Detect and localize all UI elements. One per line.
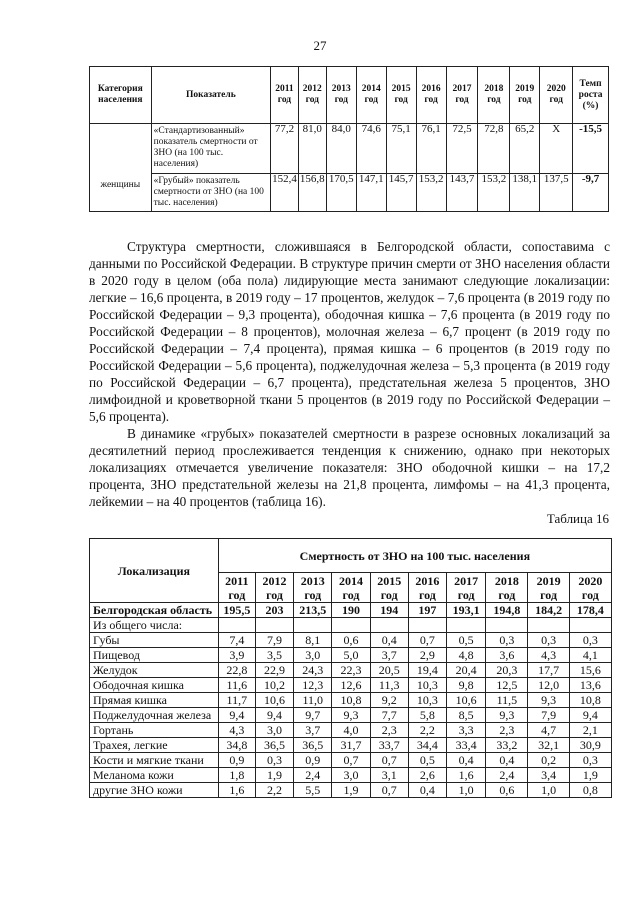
value-cell: 33,4 — [447, 738, 486, 753]
value-cell: 81,0 — [298, 124, 326, 174]
value-cell: 9,4 — [569, 708, 611, 723]
category-cell: женщины — [90, 124, 152, 212]
value-cell: 1,6 — [447, 768, 486, 783]
value-cell: 0,7 — [408, 633, 446, 648]
table-row — [90, 678, 612, 693]
header-category: Категория населения — [90, 67, 152, 124]
value-cell: 2,6 — [408, 768, 446, 783]
value-cell: 20,5 — [370, 663, 408, 678]
value-cell: 193,1 — [447, 603, 486, 618]
localization-cell: другие ЗНО кожи — [90, 783, 219, 798]
value-cell: 0,3 — [569, 633, 611, 648]
value-cell: 138,1 — [510, 174, 540, 212]
value-cell: 5,0 — [332, 648, 370, 663]
value-cell: 10,3 — [408, 678, 446, 693]
value-cell: 2,2 — [408, 723, 446, 738]
value-cell: 72,8 — [478, 124, 510, 174]
header-year: 2018 год — [486, 573, 528, 603]
table-row — [90, 663, 612, 678]
indicator-cell: «Грубый» показатель смертности от ЗНО (на 100 тыс. населения) — [151, 174, 270, 212]
value-cell: 9,8 — [447, 678, 486, 693]
localization-cell: Ободочная кишка — [90, 678, 219, 693]
value-cell: 8,1 — [294, 633, 332, 648]
value-cell: 156,8 — [298, 174, 326, 212]
value-cell: 4,7 — [528, 723, 569, 738]
value-cell: 7,7 — [370, 708, 408, 723]
value-cell: 0,3 — [486, 633, 528, 648]
value-cell: 4,3 — [528, 648, 569, 663]
value-cell: 34,4 — [408, 738, 446, 753]
header-year: 2014 год — [332, 573, 370, 603]
table-row — [90, 738, 612, 753]
value-cell: Х — [540, 124, 573, 174]
value-cell: 7,9 — [528, 708, 569, 723]
value-cell: 1,8 — [218, 768, 255, 783]
table-row — [90, 124, 609, 174]
value-cell: 0,6 — [486, 783, 528, 798]
header-year: 2019 год — [510, 67, 540, 124]
value-cell: 4,8 — [447, 648, 486, 663]
value-cell — [255, 618, 293, 633]
value-cell: 1,0 — [447, 783, 486, 798]
growth-cell: -9,7 — [573, 174, 609, 212]
mortality-localization-table — [89, 538, 612, 798]
localization-cell: Из общего числа: — [90, 618, 219, 633]
header-year: 2012 год — [298, 67, 326, 124]
value-cell — [370, 618, 408, 633]
value-cell: 20,3 — [486, 663, 528, 678]
value-cell: 1,9 — [332, 783, 370, 798]
value-cell: 190 — [332, 603, 370, 618]
value-cell: 7,4 — [218, 633, 255, 648]
value-cell: 4,0 — [332, 723, 370, 738]
value-cell: 3,7 — [294, 723, 332, 738]
value-cell: 17,7 — [528, 663, 569, 678]
value-cell: 0,9 — [218, 753, 255, 768]
value-cell: 1,0 — [528, 783, 569, 798]
value-cell: 10,6 — [447, 693, 486, 708]
header-year: 2011 год — [218, 573, 255, 603]
localization-cell: Желудок — [90, 663, 219, 678]
value-cell: 0,4 — [370, 633, 408, 648]
value-cell: 4,1 — [569, 648, 611, 663]
value-cell: 12,0 — [528, 678, 569, 693]
value-cell: 12,3 — [294, 678, 332, 693]
value-cell: 0,3 — [255, 753, 293, 768]
value-cell: 147,1 — [356, 174, 386, 212]
value-cell: 137,5 — [540, 174, 573, 212]
header-year: 2020 год — [540, 67, 573, 124]
value-cell: 5,5 — [294, 783, 332, 798]
value-cell: 4,3 — [218, 723, 255, 738]
value-cell: 3,6 — [486, 648, 528, 663]
value-cell: 0,4 — [408, 783, 446, 798]
value-cell — [486, 618, 528, 633]
value-cell: 7,9 — [255, 633, 293, 648]
header-year: 2012 год — [255, 573, 293, 603]
value-cell: 0,9 — [294, 753, 332, 768]
value-cell: 152,4 — [271, 174, 299, 212]
value-cell: 24,3 — [294, 663, 332, 678]
table-row — [90, 708, 612, 723]
value-cell: 2,9 — [408, 648, 446, 663]
value-cell: 3,1 — [370, 768, 408, 783]
value-cell: 170,5 — [326, 174, 356, 212]
localization-cell: Прямая кишка — [90, 693, 219, 708]
value-cell — [294, 618, 332, 633]
localization-cell: Меланома кожи — [90, 768, 219, 783]
value-cell: 0,3 — [569, 753, 611, 768]
value-cell: 9,3 — [528, 693, 569, 708]
value-cell: 184,2 — [528, 603, 569, 618]
value-cell: 145,7 — [386, 174, 416, 212]
value-cell: 0,8 — [569, 783, 611, 798]
value-cell: 0,6 — [332, 633, 370, 648]
value-cell: 143,7 — [446, 174, 478, 212]
value-cell: 15,6 — [569, 663, 611, 678]
mortality-women-table — [89, 66, 609, 212]
header-year: 2013 год — [326, 67, 356, 124]
value-cell: 0,3 — [528, 633, 569, 648]
value-cell: 0,4 — [447, 753, 486, 768]
value-cell: 84,0 — [326, 124, 356, 174]
value-cell: 194 — [370, 603, 408, 618]
value-cell: 31,7 — [332, 738, 370, 753]
value-cell: 0,2 — [528, 753, 569, 768]
table-row — [90, 768, 612, 783]
table-row — [90, 723, 612, 738]
value-cell: 195,5 — [218, 603, 255, 618]
value-cell: 9,2 — [370, 693, 408, 708]
value-cell: 0,5 — [447, 633, 486, 648]
value-cell: 30,9 — [569, 738, 611, 753]
value-cell: 9,3 — [486, 708, 528, 723]
value-cell: 178,4 — [569, 603, 611, 618]
value-cell: 12,6 — [332, 678, 370, 693]
localization-cell: Губы — [90, 633, 219, 648]
value-cell: 2,3 — [370, 723, 408, 738]
value-cell: 77,2 — [271, 124, 299, 174]
header-year: 2019 год — [528, 573, 569, 603]
header-year: 2011 год — [271, 67, 299, 124]
value-cell: 2,4 — [486, 768, 528, 783]
header-year: 2017 год — [447, 573, 486, 603]
header-year: 2016 год — [416, 67, 446, 124]
value-cell: 36,5 — [294, 738, 332, 753]
value-cell: 10,6 — [255, 693, 293, 708]
value-cell: 194,8 — [486, 603, 528, 618]
value-cell: 0,5 — [408, 753, 446, 768]
value-cell: 3,9 — [218, 648, 255, 663]
header-year: 2015 год — [386, 67, 416, 124]
value-cell: 36,5 — [255, 738, 293, 753]
value-cell: 33,2 — [486, 738, 528, 753]
table-row — [90, 174, 609, 212]
header-year: 2018 год — [478, 67, 510, 124]
value-cell: 11,0 — [294, 693, 332, 708]
growth-cell: -15,5 — [573, 124, 609, 174]
value-cell: 1,9 — [569, 768, 611, 783]
header-mortality-group: Смертность от ЗНО на 100 тыс. населения — [218, 539, 611, 573]
value-cell: 11,5 — [486, 693, 528, 708]
table-row — [90, 648, 612, 663]
value-cell: 12,5 — [486, 678, 528, 693]
value-cell: 203 — [255, 603, 293, 618]
value-cell: 2,2 — [255, 783, 293, 798]
value-cell: 2,4 — [294, 768, 332, 783]
value-cell: 213,5 — [294, 603, 332, 618]
value-cell: 2,3 — [486, 723, 528, 738]
header-year: 2017 год — [446, 67, 478, 124]
value-cell: 74,6 — [356, 124, 386, 174]
value-cell: 2,1 — [569, 723, 611, 738]
header-year: 2016 год — [408, 573, 446, 603]
value-cell: 10,2 — [255, 678, 293, 693]
value-cell: 65,2 — [510, 124, 540, 174]
value-cell: 0,4 — [486, 753, 528, 768]
value-cell: 34,8 — [218, 738, 255, 753]
value-cell: 10,8 — [332, 693, 370, 708]
table-row — [90, 783, 612, 798]
table-row — [90, 753, 612, 768]
body-text — [89, 238, 610, 510]
table-row — [90, 603, 612, 618]
value-cell: 75,1 — [386, 124, 416, 174]
value-cell: 1,6 — [218, 783, 255, 798]
value-cell: 19,4 — [408, 663, 446, 678]
value-cell: 13,6 — [569, 678, 611, 693]
header-year: 2014 год — [356, 67, 386, 124]
value-cell: 22,8 — [218, 663, 255, 678]
localization-cell: Кости и мягкие ткани — [90, 753, 219, 768]
paragraph: Структура смертности, сложившаяся в Белгородской области, сопоставима с данными по Российской Федерации. В структуре причин смерти от ЗНО населения области в 2020 году в целом (оба пола) лидирующие места занимают следующие локализации: легкие – 16,6 процента, в 2019 году – 17 процентов, желудок – 7,6 процента (в 2019 году по Российской Федерации – 9,3 процента), ободочная кишка – 7,6 процента (в 2019 году по Российской Федерации – 8 процентов), молочная железа – 6,7 процент (в 2019 году по Российской Федерации – 7,4 процента), прямая кишка – 6 процентов (в 2019 году по Российской Федерации – 5,6 процента), поджелудочная железа – 5,3 процента (в 2019 году по Российской Федерации – 6,7 процента), предстательная железа 5 процентов, ЗНО лимфоидной и кроветворной ткани 5 процентов (в 2019 году по Российской Федерации – 5,6 процента). — [89, 239, 610, 424]
value-cell — [332, 618, 370, 633]
value-cell — [408, 618, 446, 633]
table-row — [90, 618, 612, 633]
value-cell: 11,3 — [370, 678, 408, 693]
value-cell: 76,1 — [416, 124, 446, 174]
value-cell: 9,4 — [218, 708, 255, 723]
value-cell — [528, 618, 569, 633]
header-indicator: Показатель — [151, 67, 270, 124]
value-cell: 153,2 — [478, 174, 510, 212]
value-cell: 0,7 — [370, 783, 408, 798]
header-year: 2013 год — [294, 573, 332, 603]
value-cell: 9,7 — [294, 708, 332, 723]
value-cell: 22,9 — [255, 663, 293, 678]
header-localization: Локализация — [90, 539, 219, 603]
value-cell: 10,3 — [408, 693, 446, 708]
value-cell — [569, 618, 611, 633]
value-cell: 3,0 — [332, 768, 370, 783]
value-cell: 197 — [408, 603, 446, 618]
value-cell: 9,4 — [255, 708, 293, 723]
value-cell — [218, 618, 255, 633]
value-cell: 10,8 — [569, 693, 611, 708]
value-cell: 3,0 — [294, 648, 332, 663]
value-cell: 3,0 — [255, 723, 293, 738]
value-cell — [447, 618, 486, 633]
value-cell: 20,4 — [447, 663, 486, 678]
value-cell: 3,3 — [447, 723, 486, 738]
localization-cell: Белгородская область — [90, 603, 219, 618]
value-cell: 11,6 — [218, 678, 255, 693]
value-cell: 32,1 — [528, 738, 569, 753]
localization-cell: Поджелудочная железа — [90, 708, 219, 723]
header-growth: Темп роста (%) — [573, 67, 609, 124]
value-cell: 3,4 — [528, 768, 569, 783]
value-cell: 0,7 — [332, 753, 370, 768]
value-cell: 1,9 — [255, 768, 293, 783]
indicator-cell: «Стандартизованный» показатель смертности от ЗНО (на 100 тыс. населения) — [151, 124, 270, 174]
value-cell: 9,3 — [332, 708, 370, 723]
localization-cell: Трахея, легкие — [90, 738, 219, 753]
table-row — [90, 693, 612, 708]
value-cell: 3,7 — [370, 648, 408, 663]
value-cell: 153,2 — [416, 174, 446, 212]
value-cell: 3,5 — [255, 648, 293, 663]
localization-cell: Пищевод — [90, 648, 219, 663]
value-cell: 33,7 — [370, 738, 408, 753]
value-cell: 72,5 — [446, 124, 478, 174]
value-cell: 11,7 — [218, 693, 255, 708]
localization-cell: Гортань — [90, 723, 219, 738]
paragraph: В динамике «грубых» показателей смертности в разрезе основных локализаций за десятилетний период прослеживается тенденция к снижению, однако при некоторых локализациях отмечается увеличение показателя: ЗНО ободочной кишки – на 17,2 процента, ЗНО предстательной железы на 21,8 процента, лимфомы – на 41,3 процента, лейкемии – на 40 процентов (таблица 16). — [89, 426, 610, 509]
value-cell: 0,7 — [370, 753, 408, 768]
header-year: 2015 год — [370, 573, 408, 603]
value-cell: 22,3 — [332, 663, 370, 678]
value-cell: 5,8 — [408, 708, 446, 723]
header-year: 2020 год — [569, 573, 611, 603]
value-cell: 8,5 — [447, 708, 486, 723]
page-number: 27 — [313, 38, 327, 53]
table-row — [90, 633, 612, 648]
table-caption: Таблица 16 — [546, 511, 609, 526]
